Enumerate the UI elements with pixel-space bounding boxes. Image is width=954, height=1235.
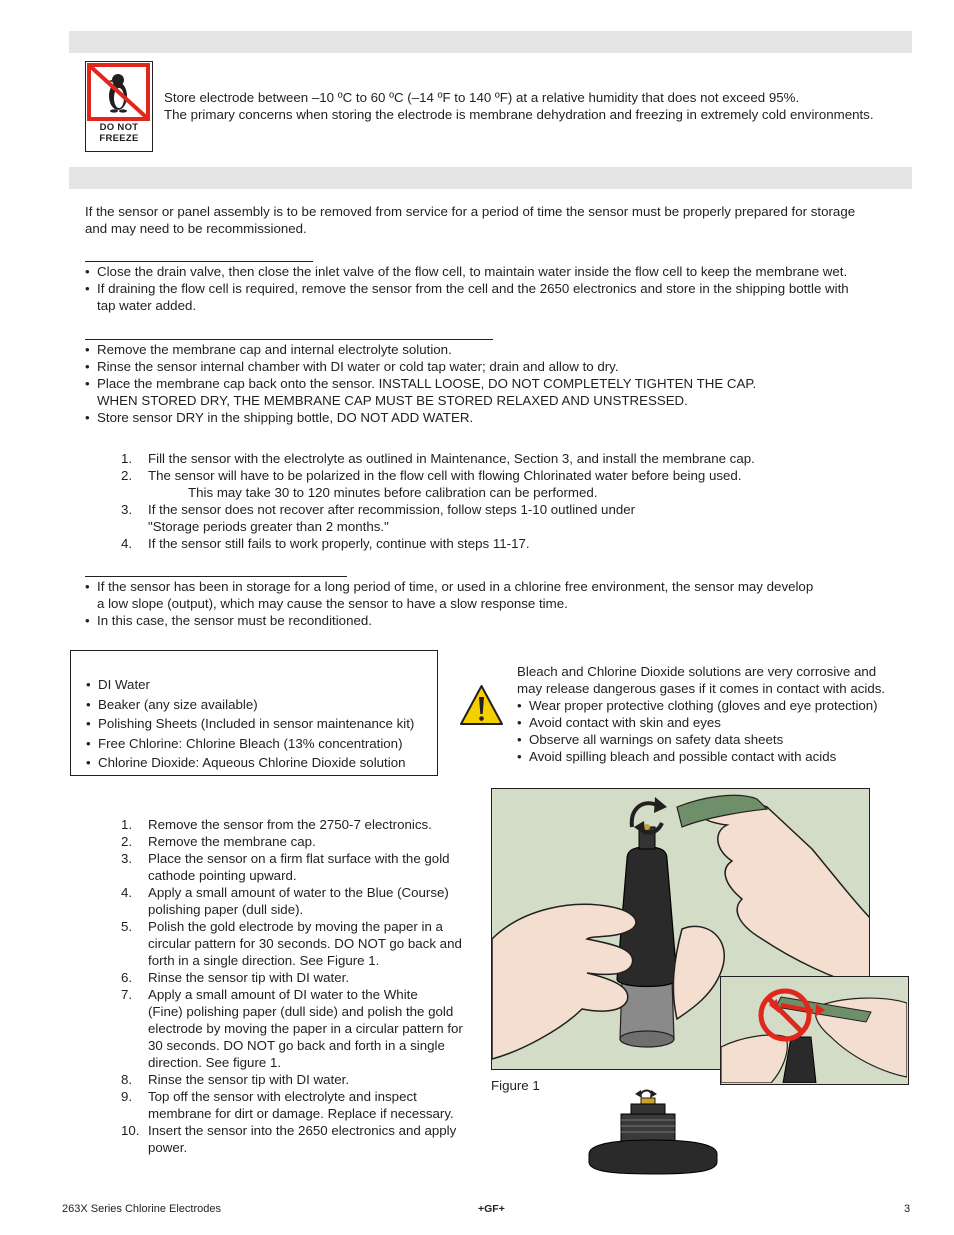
list-item: • If draining the flow cell is required, remove the sensor from the cell and the 2650 electronics and store in the shipping bottle with tap water added. (85, 280, 849, 314)
section-header-bar-preparation (69, 167, 912, 189)
page-number: 3 (904, 1203, 911, 1215)
warning-text: Bleach and Chlorine Dioxide solutions are very corrosive and may release dangerous gases if it comes in contact with acids. • Wear proper protective clothing (gloves and eye protection) • Avoid contact with skin and eyes • Observe all warnings on safety data sheets • Avoid spilling bleach and possible contact with acids (517, 663, 885, 765)
list-item: • Chlorine Dioxide: Aqueous Chlorine Dioxide solution (86, 753, 414, 773)
list-item: • If the sensor has been in storage for a long period of time, or used in a chlorine free environment, the sensor may develop a low slope (output), which may cause the sensor to have a slow response time. (85, 578, 813, 612)
list-item: 2. The sensor will have to be polarized in the flow cell with flowing Chlorinated water before being used. This may take 30 to 120 minutes before calibration can be performed. (121, 468, 742, 500)
list-item: • Avoid spilling bleach and possible contact with acids (517, 748, 885, 765)
list-item: • Avoid contact with skin and eyes (517, 714, 885, 731)
penguin-no-sign-icon (86, 62, 151, 122)
figure-inset-no-back-forth (720, 976, 909, 1085)
list-item: 4. Apply a small amount of water to the Blue (Course) polishing paper (dull side). (121, 885, 449, 917)
list-item: 6. Rinse the sensor tip with DI water. (121, 970, 350, 985)
recommission-steps (121, 450, 755, 552)
recondition-list (85, 578, 813, 629)
do-not-freeze-icon (85, 61, 153, 152)
list-item: • Free Chlorine: Chlorine Bleach (13% concentration) (86, 734, 414, 754)
do-not-freeze-label: DO NOT FREEZE (99, 122, 139, 144)
gf-logo: +GF+ (478, 1203, 505, 1215)
list-item: • Store sensor DRY in the shipping bottle, DO NOT ADD WATER. (85, 409, 756, 426)
list-item: 8. Rinse the sensor tip with DI water. (121, 1072, 350, 1087)
list-item: 10. Insert the sensor into the 2650 electronics and apply power. (121, 1123, 457, 1155)
short-storage-list (85, 263, 849, 314)
section-header-bar-storage (69, 31, 912, 53)
footer-title: 263X Series Chlorine Electrodes (62, 1203, 221, 1215)
list-item: 3. Place the sensor on a firm flat surface with the gold cathode pointing upward. (121, 851, 450, 883)
list-item: • Wear proper protective clothing (gloves and eye protection) (517, 697, 885, 714)
list-item: • Rinse the sensor internal chamber with DI water or cold tap water; drain and allow to dry. (85, 358, 756, 375)
subheading-rule-recondition (85, 576, 347, 577)
long-storage-list (85, 341, 756, 426)
list-item: • Beaker (any size available) (86, 695, 414, 715)
list-item: • In this case, the sensor must be reconditioned. (85, 612, 813, 629)
list-item: 1. Fill the sensor with the electrolyte as outlined in Maintenance, Section 3, and install the membrane cap. (121, 451, 755, 466)
storage-temperature-text: Store electrode between –10 ºC to 60 ºC (–14 ºF to 140 ºF) at a relative humidity that does not exceed 95%. The primary concerns when storing the electrode is membrane dehydration and freezing in extremely cold environments. (164, 90, 874, 122)
subheading-rule-long-storage (85, 339, 493, 340)
warning-icon (459, 684, 504, 726)
list-item: • Remove the membrane cap and internal electrolyte solution. (85, 341, 756, 358)
list-item: • DI Water (86, 675, 414, 695)
warning-list (517, 697, 885, 765)
list-item: 2. Remove the membrane cap. (121, 834, 316, 849)
list-item: 5. Polish the gold electrode by moving the paper in a circular pattern for 30 seconds. DO NOT go back and forth in a single direction. See Figure 1. (121, 919, 462, 968)
list-item: 7. Apply a small amount of DI water to the White (Fine) polishing paper (dull side) and polish the gold electrode by moving the paper in a circular pattern for 30 seconds. DO NOT go back and forth in a single direction. See figure 1. (121, 987, 463, 1070)
figure-caption: Figure 1 (491, 1078, 540, 1093)
list-item: • Place the membrane cap back onto the sensor. INSTALL LOOSE, DO NOT COMPLETELY TIGHTEN THE CAP. WHEN STORED DRY, THE MEMBRANE CAP MUST BE STORED RELAXED AND UNSTRESSED. (85, 375, 756, 409)
materials-box (70, 650, 438, 776)
list-item: 1. Remove the sensor from the 2750-7 electronics. (121, 817, 432, 832)
list-item: 4. If the sensor still fails to work properly, continue with steps 11-17. (121, 536, 530, 551)
list-item: • Close the drain valve, then close the inlet valve of the flow cell, to maintain water inside the flow cell to keep the membrane wet. (85, 263, 849, 280)
list-item: • Observe all warnings on safety data sheets (517, 731, 885, 748)
no-back-and-forth-illustration (721, 977, 907, 1083)
list-item: • Polishing Sheets (Included in sensor maintenance kit) (86, 714, 414, 734)
list-item: 3. If the sensor does not recover after recommission, follow steps 1-10 outlined under "Storage periods greater than 2 months." (121, 502, 636, 534)
intro-paragraph: If the sensor or panel assembly is to be removed from service for a period of time the sensor must be properly prepared for storage and may need to be recommissioned. (85, 204, 856, 236)
membrane-cap-illustration (585, 1086, 721, 1176)
materials-list (86, 675, 414, 773)
list-item: 9. Top off the sensor with electrolyte and inspect membrane for dirt or damage. Replace if necessary. (121, 1089, 454, 1121)
recondition-procedure-steps (121, 816, 491, 1156)
subheading-rule-short-storage (85, 261, 313, 262)
